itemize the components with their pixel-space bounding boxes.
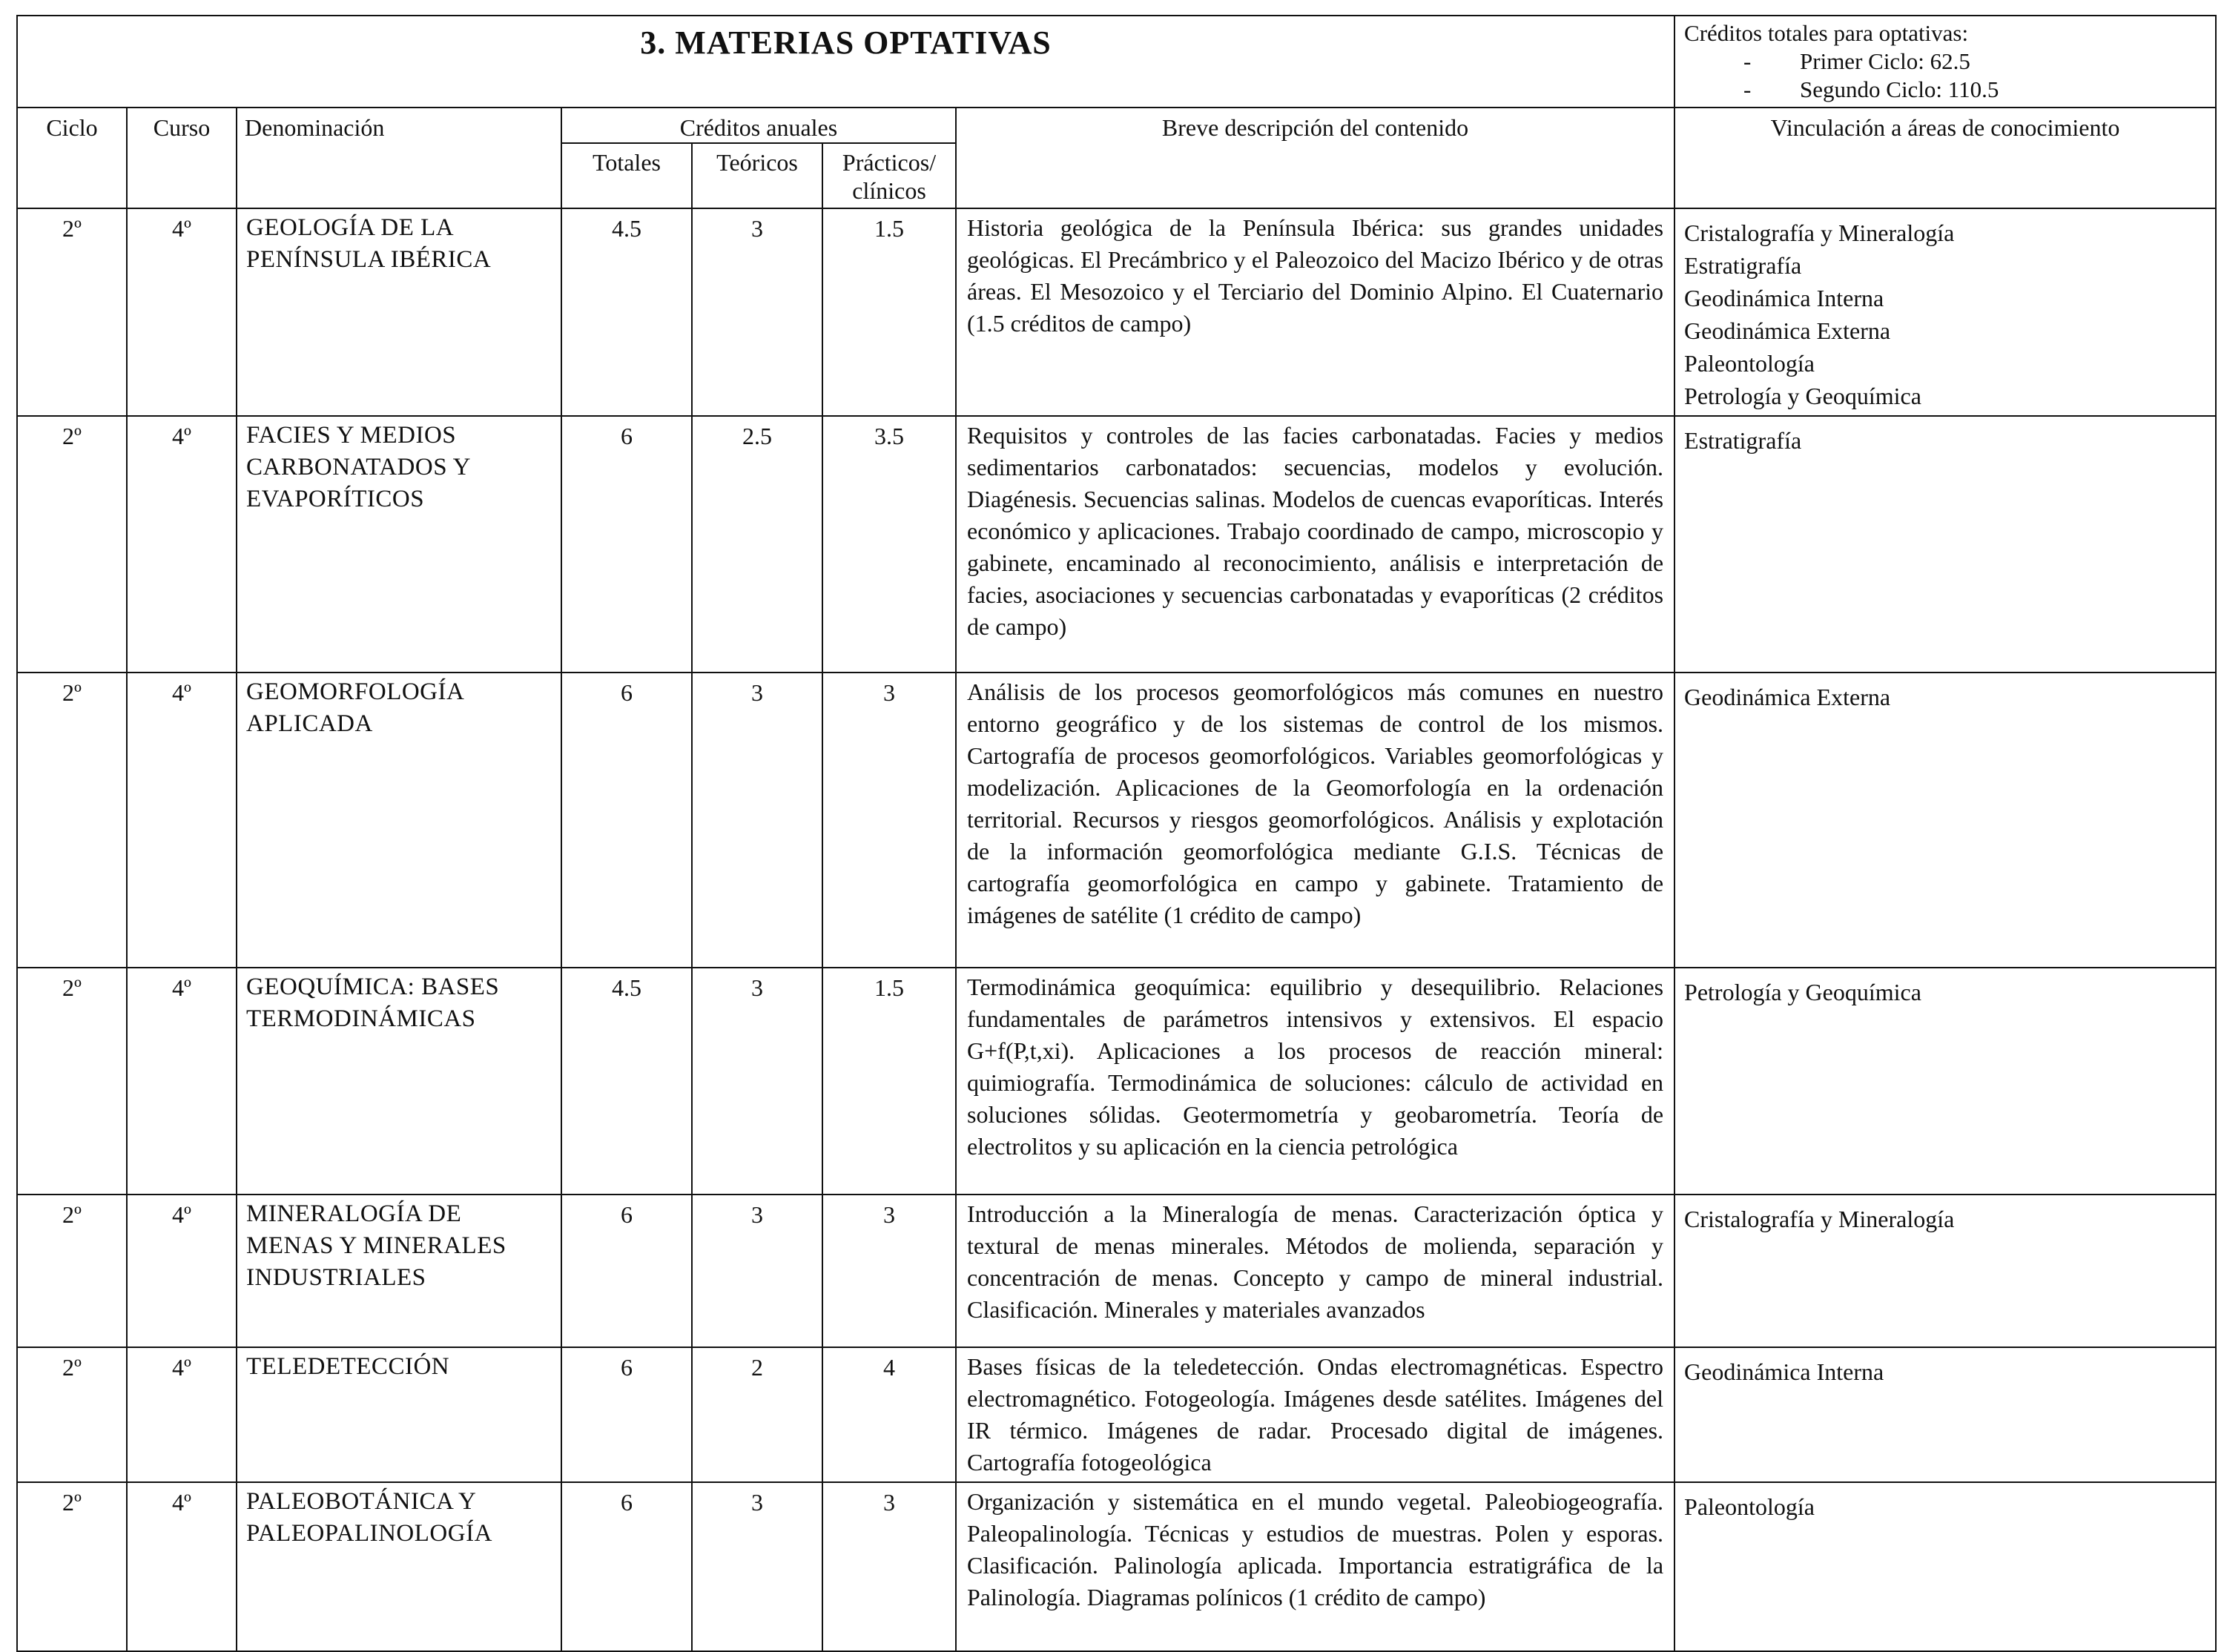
cell-totales: 6 (561, 1482, 692, 1651)
table-row (17, 968, 2216, 1195)
area-item: Geodinámica Interna (1684, 1358, 1884, 1385)
header-creditos-anuales: Créditos anuales (561, 108, 956, 143)
cell-practicos: 1.5 (822, 208, 956, 416)
cell-totales: 6 (561, 1347, 692, 1482)
area-item: Petrología y Geoquímica (1684, 979, 1921, 1005)
cell-ciclo: 2º (17, 208, 127, 416)
cell-areas (1674, 416, 2216, 673)
cell-denominacion: MINERALOGÍA DE MENAS Y MINERALES INDUSTRIALES (237, 1195, 561, 1347)
table-row (17, 1347, 2216, 1482)
cell-curso: 4º (127, 208, 237, 416)
cell-practicos: 3 (822, 1482, 956, 1651)
title-cell (17, 16, 1674, 108)
cell-descripcion: Bases físicas de la teledetección. Ondas electromagnéticas. Espectro electromagnético. Fotogeología. Imágenes desde satélites. Imágenes del IR térmico. Imágenes de radar. Procesado digital de imágenes. Cartografía fotogeológica (956, 1347, 1674, 1482)
cell-totales: 6 (561, 1195, 692, 1347)
header-vinculacion: Vinculación a áreas de conocimiento (1674, 108, 2216, 208)
cell-ciclo: 2º (17, 968, 127, 1195)
cell-totales: 6 (561, 416, 692, 673)
cell-descripcion: Termodinámica geoquímica: equilibrio y desequilibrio. Relaciones fundamentales de parámetros intensivos y extensivos. El espacio G+f(P,t,xi). Aplicaciones a los procesos de reacción mineral: quimiografía. Termodinámica de soluciones: cálculo de actividad en soluciones sólidas. Geotermometría y geobarometría. Teoría de electrolitos y su aplicación en la ciencia petrológica (956, 968, 1674, 1195)
cell-denominacion: PALEOBOTÁNICA Y PALEOPALINOLOGÍA (237, 1482, 561, 1651)
cell-descripcion: Organización y sistemática en el mundo vegetal. Paleobiogeografía. Paleopalinología. Técnicas y estudios de muestras. Polen y esporas. Clasificación. Palinología aplicada. Importancia estratigráfica de la Palinología. Diagramas polínicos (1 crédito de campo) (956, 1482, 1674, 1651)
cell-areas (1674, 1482, 2216, 1651)
area-item: Geodinámica Externa (1684, 684, 1891, 710)
header-curso: Curso (127, 108, 237, 208)
cell-areas (1674, 673, 2216, 968)
header-denominacion: Denominación (237, 108, 561, 208)
cell-practicos: 3.5 (822, 416, 956, 673)
area-item: Cristalografía y Mineralogía (1684, 1206, 1955, 1232)
cell-descripcion: Análisis de los procesos geomorfológicos más comunes en nuestro entorno geográfico y de los sistemas de control de los mismos. Cartografía de procesos geomorfológicos. Variables geomorfológicas y modelización. Aplicaciones de la Geomorfología en la ordenación territorial. Recursos y riesgos geomorfológicos. Análisis y explotación de la información geomorfológica mediante G.I.S. Técnicas de cartografía geomorfológica en campo y gabinete. Tratamiento de imágenes de satélite (1 crédito de campo) (956, 673, 1674, 968)
area-item: Paleontología (1684, 1493, 1815, 1520)
credits-heading: Créditos totales para optativas: (1684, 20, 1969, 46)
cell-totales: 4.5 (561, 968, 692, 1195)
area-item: Estratigrafía (1684, 427, 1802, 454)
cell-practicos: 4 (822, 1347, 956, 1482)
header-teoricos: Teóricos (692, 143, 822, 208)
cell-teoricos: 3 (692, 673, 822, 968)
header-row (17, 108, 2216, 143)
credits-summary (1674, 16, 2216, 108)
cell-descripcion: Introducción a la Mineralogía de menas. Caracterización óptica y textural de menas minerales. Métodos de molienda, separación y concentración de menas. Concepto y campo de mineral industrial. Clasificación. Minerales y materiales avanzados (956, 1195, 1674, 1347)
cell-areas (1674, 1347, 2216, 1482)
header-totales: Totales (561, 143, 692, 208)
cell-descripcion: Historia geológica de la Península Ibérica: sus grandes unidades geológicas. El Precámbrico y el Paleozoico del Macizo Ibérico y de otras áreas. El Mesozoico y el Terciario del Dominio Alpino. El Cuaternario (1.5 créditos de campo) (956, 208, 1674, 416)
table-row (17, 416, 2216, 673)
cell-teoricos: 3 (692, 1195, 822, 1347)
area-item: Estratigrafía (1684, 252, 1802, 279)
table-row (17, 208, 2216, 416)
cell-totales: 6 (561, 673, 692, 968)
header-practicos: Prácticos/ clínicos (822, 143, 956, 208)
cell-curso: 4º (127, 968, 237, 1195)
header-descripcion: Breve descripción del contenido (956, 108, 1674, 208)
optional-subjects-table (16, 15, 2217, 1652)
cell-areas (1674, 968, 2216, 1195)
cell-curso: 4º (127, 416, 237, 673)
cell-ciclo: 2º (17, 673, 127, 968)
cell-ciclo: 2º (17, 1482, 127, 1651)
cell-teoricos: 2.5 (692, 416, 822, 673)
area-item: Geodinámica Externa (1684, 317, 1891, 344)
table-row (17, 673, 2216, 968)
cell-areas (1674, 208, 2216, 416)
cell-curso: 4º (127, 1482, 237, 1651)
cell-denominacion: TELEDETECCIÓN (237, 1347, 561, 1482)
cell-practicos: 3 (822, 1195, 956, 1347)
area-item: Paleontología (1684, 350, 1815, 377)
cell-denominacion: GEOLOGÍA DE LA PENÍNSULA IBÉRICA (237, 208, 561, 416)
cell-teoricos: 3 (692, 1482, 822, 1651)
cell-totales: 4.5 (561, 208, 692, 416)
cell-ciclo: 2º (17, 1195, 127, 1347)
cell-practicos: 1.5 (822, 968, 956, 1195)
area-item: Petrología y Geoquímica (1684, 383, 1921, 409)
cell-ciclo: 2º (17, 1347, 127, 1482)
cell-descripcion: Requisitos y controles de las facies carbonatadas. Facies y medios sedimentarios carbonatados: secuencias, modelos y evolución. Diagénesis. Secuencias salinas. Modelos de cuencas evaporíticas. Interés económico y aplicaciones. Trabajo coordinado de campo, microscopio y gabinete, encaminado al reconocimiento, análisis e interpretación de facies, asociaciones y secuencias carbonatadas y evaporíticas (2 créditos de campo) (956, 416, 1674, 673)
cell-denominacion: FACIES Y MEDIOS CARBONATADOS Y EVAPORÍTICOS (237, 416, 561, 673)
credits-line-first-cycle: - Primer Ciclo: 62.5 (1743, 48, 1970, 74)
header-ciclo: Ciclo (17, 108, 127, 208)
cell-teoricos: 3 (692, 208, 822, 416)
page-title: 3. MATERIAS OPTATIVAS (640, 24, 1052, 61)
table-row (17, 1482, 2216, 1651)
cell-curso: 4º (127, 1195, 237, 1347)
area-item: Geodinámica Interna (1684, 285, 1884, 311)
cell-teoricos: 2 (692, 1347, 822, 1482)
cell-teoricos: 3 (692, 968, 822, 1195)
credits-line-second-cycle: - Segundo Ciclo: 110.5 (1743, 76, 1999, 102)
cell-curso: 4º (127, 673, 237, 968)
cell-denominacion: GEOQUÍMICA: BASES TERMODINÁMICAS (237, 968, 561, 1195)
cell-denominacion: GEOMORFOLOGÍA APLICADA (237, 673, 561, 968)
cell-areas (1674, 1195, 2216, 1347)
table-row (17, 1195, 2216, 1347)
area-item: Cristalografía y Mineralogía (1684, 219, 1955, 246)
cell-ciclo: 2º (17, 416, 127, 673)
cell-curso: 4º (127, 1347, 237, 1482)
title-row (17, 16, 2216, 108)
cell-practicos: 3 (822, 673, 956, 968)
